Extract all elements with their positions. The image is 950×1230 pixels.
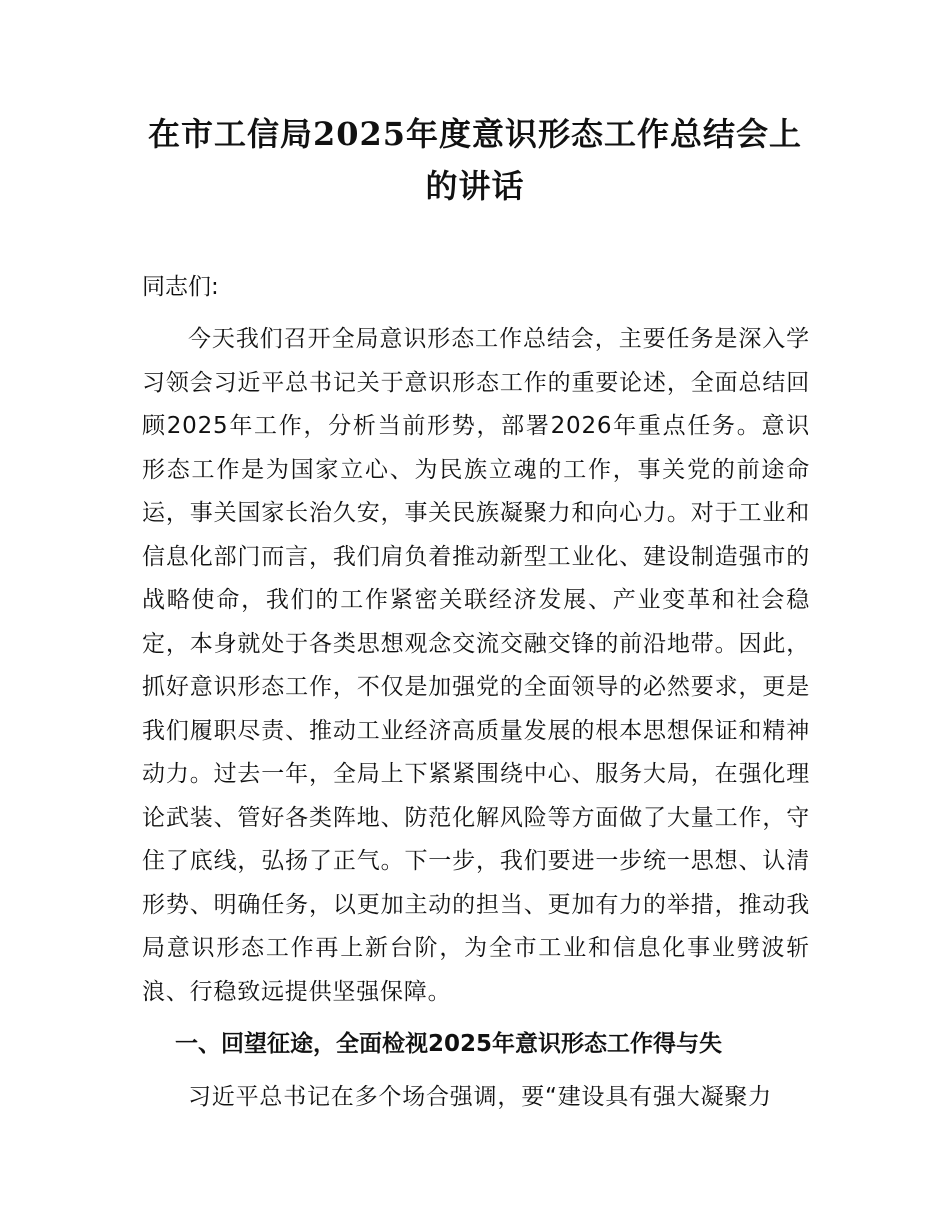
section-heading: 一、回望征途，全面检视2025年意识形态工作得与失 — [175, 1031, 723, 1057]
body-paragraph: 今天我们召开全局意识形态工作总结会，主要任务是深入学习领会习近平总书记关于意识形态工作的重要论述，全面总结回顾2025年工作，分析当前形势，部署2026年重点任务。意识形态工作是为国家立心、为民族立魂的工作，事关党的前途命运，事关国家长治久安，事关民族凝聚力和向心力。对于工业和信息化部门而言，我们肩负着推动新型工业化、建设制造强市的战略使命，我们的工作紧密关联经济发展、产业变革和社会稳定，本身就处于各类思想观念交流交融交锋的前沿地带。因此，抓好意识形态工作，不仅是加强党的全面领导的必然要求，更是我们履职尽责、推动工业经济高质量发展的根本思想保证和精神动力。过去一年，全局上下紧紧围绕中心、服务大局，在强化理论武装、管好各类阵地、防范化解风险等方面做了大量工作，守住了底线，弘扬了正气。下一步，我们要进一步统一思想、认清形势、明确任务，以更加主动的担当、更加有力的举措，推动我局意识形态工作再上新台阶，为全市工业和信息化事业劈波斩浪、行稳致远提供坚强保障。 — [142, 326, 810, 1005]
document-title: 在市工信局2025年度意识形态工作总结会上的讲话 — [147, 115, 803, 205]
salutation: 同志们: — [142, 274, 219, 300]
body-paragraph: 习近平总书记在多个场合强调，要“建设具有强大凝聚力 — [188, 1084, 772, 1110]
